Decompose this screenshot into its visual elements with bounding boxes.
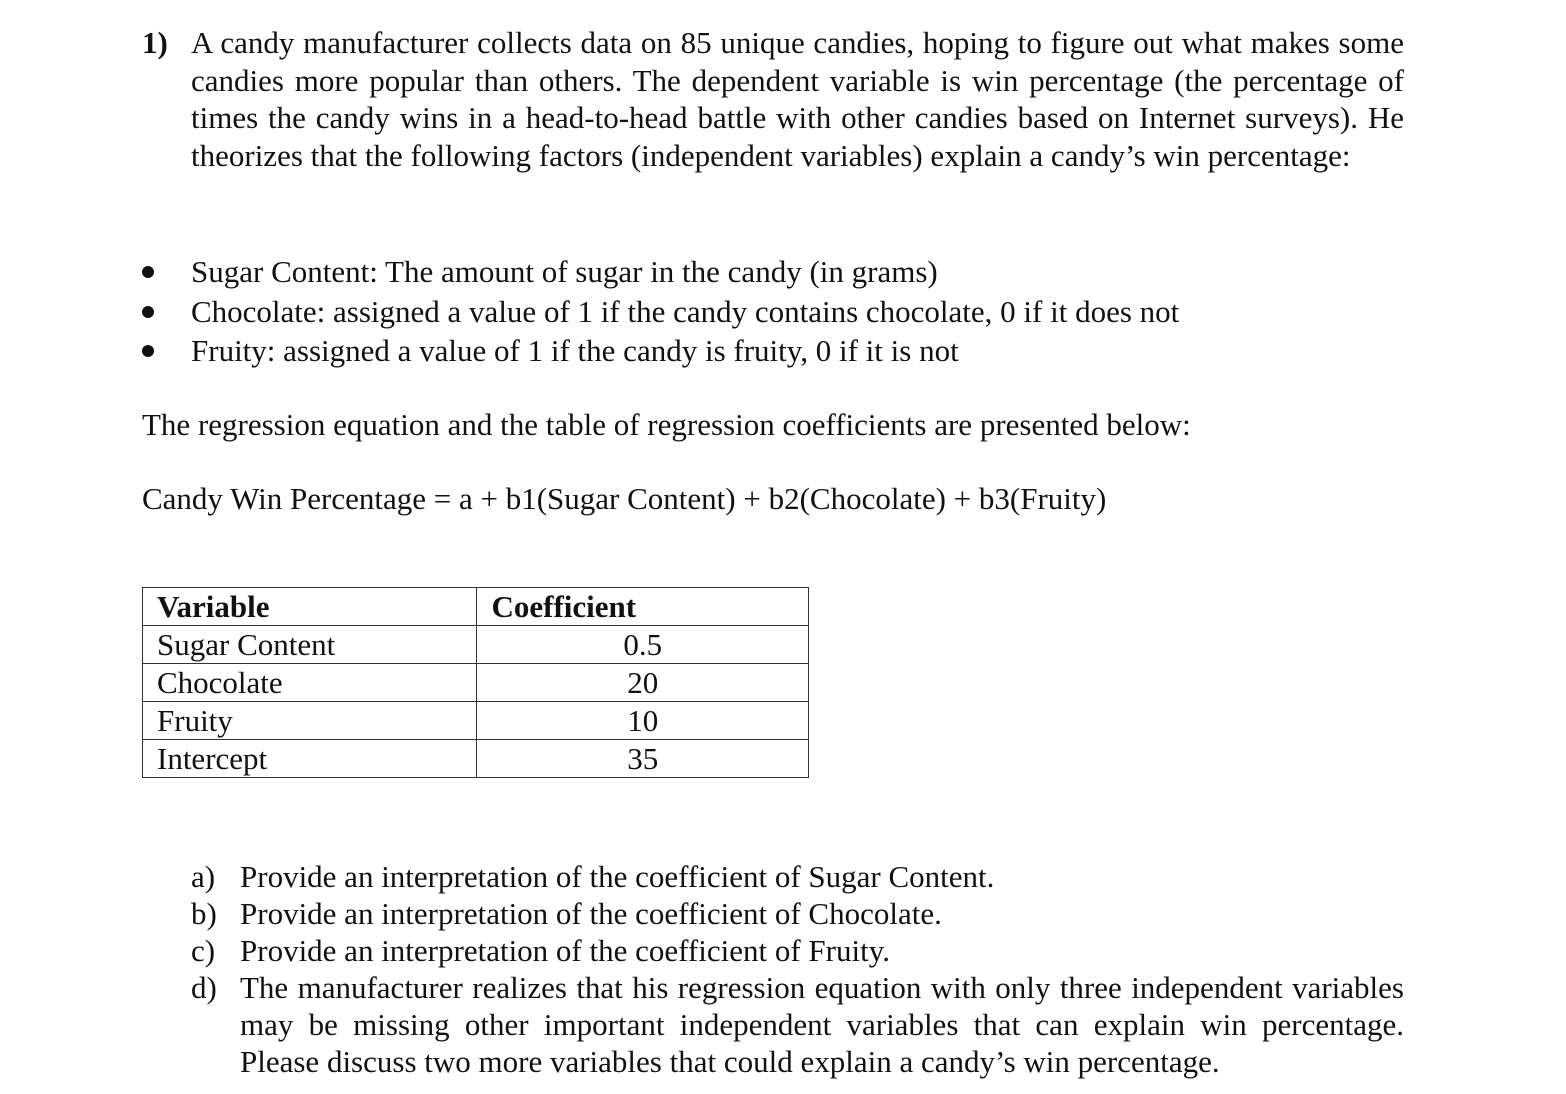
bullet-icon <box>142 345 154 357</box>
coefficient-cell: 35 <box>477 740 809 778</box>
factor-list <box>142 252 1342 371</box>
subquestion-text: Provide an interpretation of the coefficient of Fruity. <box>240 933 890 968</box>
column-header-coefficient: Coefficient <box>477 588 809 626</box>
subquestion-marker: d) <box>191 970 217 1005</box>
variable-cell: Intercept <box>143 740 477 778</box>
list-item <box>191 858 1404 895</box>
factor-text: Sugar Content: The amount of sugar in the candy (in grams) <box>191 254 938 289</box>
coefficient-cell: 0.5 <box>477 626 809 664</box>
list-item <box>191 969 1404 1080</box>
question-number: 1) <box>142 25 168 60</box>
regression-intro: The regression equation and the table of regression coefficients are presented below: <box>142 407 1191 442</box>
list-item <box>142 292 1342 332</box>
coefficient-table <box>142 587 809 778</box>
table-header-row <box>143 588 809 626</box>
variable-cell: Chocolate <box>143 664 477 702</box>
subquestion-marker: b) <box>191 896 217 931</box>
list-item <box>191 932 1404 969</box>
subquestion-text: Provide an interpretation of the coefficient of Sugar Content. <box>240 859 995 894</box>
subquestion-marker: a) <box>191 859 216 894</box>
table-row <box>143 626 809 664</box>
column-header-variable: Variable <box>143 588 477 626</box>
list-item <box>142 331 1342 371</box>
variable-cell: Sugar Content <box>143 626 477 664</box>
question-intro: A candy manufacturer collects data on 85 unique candies, hoping to figure out what makes some candies more popular than others. The dependent variable is win percentage (the percentage of times the candy wins in a head-to-head battle with other candies based on Internet surveys). He theorizes that the following factors (independent variables) explain a candy’s win percentage: <box>191 25 1404 173</box>
coefficient-cell: 20 <box>477 664 809 702</box>
bullet-icon <box>142 306 154 318</box>
list-item <box>191 895 1404 932</box>
regression-equation: Candy Win Percentage = a + b1(Sugar Content) + b2(Chocolate) + b3(Fruity) <box>142 481 1107 516</box>
table-row <box>143 664 809 702</box>
bullet-icon <box>142 266 154 278</box>
factor-text: Fruity: assigned a value of 1 if the candy is fruity, 0 if it is not <box>191 333 959 368</box>
table-row <box>143 740 809 778</box>
table-row <box>143 702 809 740</box>
subquestion-text: Provide an interpretation of the coefficient of Chocolate. <box>240 896 942 931</box>
subquestion-marker: c) <box>191 933 216 968</box>
coefficient-cell: 10 <box>477 702 809 740</box>
subquestion-text: The manufacturer realizes that his regression equation with only three independent variables may be missing other important independent variables that can explain win percentage. Please discuss two more variables that could explain a candy’s win percentage. <box>240 970 1404 1079</box>
variable-cell: Fruity <box>143 702 477 740</box>
list-item <box>142 252 1342 292</box>
factor-text: Chocolate: assigned a value of 1 if the candy contains chocolate, 0 if it does not <box>191 293 1180 329</box>
subquestion-list <box>191 858 1404 1080</box>
